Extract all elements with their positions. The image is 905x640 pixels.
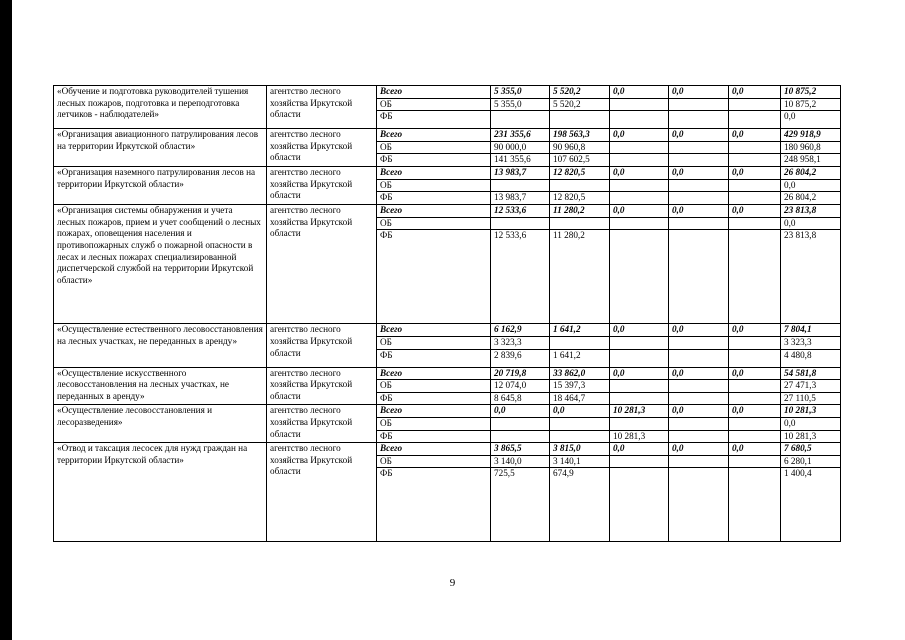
year-value-cell <box>729 230 781 324</box>
funding-source-cell: Всего <box>377 405 491 418</box>
funding-source-cell: ОБ <box>377 179 491 192</box>
year-value-cell <box>610 417 669 430</box>
year-value-cell: 0,0 <box>729 367 781 380</box>
year-value-cell: 13 983,7 <box>491 166 550 179</box>
total-value-cell: 0,0 <box>781 217 841 230</box>
responsible-cell: агентство лесного хозяйства Иркутской области <box>267 205 377 324</box>
year-value-cell <box>729 192 781 205</box>
total-value-cell: 0,0 <box>781 111 841 129</box>
year-value-cell: 0,0 <box>550 405 610 418</box>
year-value-cell <box>729 392 781 405</box>
responsible-cell: агентство лесного хозяйства Иркутской области <box>267 367 377 405</box>
year-value-cell: 107 602,5 <box>550 154 610 167</box>
year-value-cell <box>729 380 781 393</box>
funding-source-cell: ОБ <box>377 336 491 349</box>
year-value-cell <box>729 417 781 430</box>
year-value-cell: 0,0 <box>669 166 729 179</box>
year-value-cell <box>550 179 610 192</box>
year-value-cell: 1 641,2 <box>550 324 610 337</box>
total-value-cell: 180 960,8 <box>781 141 841 154</box>
total-value-cell: 27 110,5 <box>781 392 841 405</box>
year-value-cell <box>610 455 669 468</box>
year-value-cell <box>610 98 669 111</box>
year-value-cell <box>729 468 781 542</box>
total-value-cell: 10 281,3 <box>781 430 841 443</box>
year-value-cell <box>669 392 729 405</box>
total-value-cell: 3 323,3 <box>781 336 841 349</box>
year-value-cell: 33 862,0 <box>550 367 610 380</box>
year-value-cell: 6 162,9 <box>491 324 550 337</box>
year-value-cell: 0,0 <box>729 166 781 179</box>
funding-source-cell: ОБ <box>377 417 491 430</box>
total-value-cell: 10 281,3 <box>781 405 841 418</box>
year-value-cell <box>491 179 550 192</box>
table-row <box>54 324 841 337</box>
total-value-cell: 23 813,8 <box>781 230 841 324</box>
year-value-cell: 90 960,8 <box>550 141 610 154</box>
year-value-cell: 0,0 <box>610 86 669 99</box>
year-value-cell <box>550 217 610 230</box>
year-value-cell <box>729 111 781 129</box>
year-value-cell <box>729 430 781 443</box>
total-value-cell: 6 280,1 <box>781 455 841 468</box>
year-value-cell: 12 820,5 <box>550 192 610 205</box>
year-value-cell: 1 641,2 <box>550 349 610 367</box>
year-value-cell: 12 074,0 <box>491 380 550 393</box>
year-value-cell <box>669 417 729 430</box>
year-value-cell <box>610 141 669 154</box>
budget-table-body <box>54 86 841 542</box>
year-value-cell <box>610 380 669 393</box>
year-value-cell <box>610 179 669 192</box>
year-value-cell: 0,0 <box>610 443 669 456</box>
measure-name-cell: «Осуществление искусственного лесовосстановления на лесных участках, не переданных в аренду» <box>54 367 267 405</box>
year-value-cell: 0,0 <box>729 443 781 456</box>
year-value-cell <box>669 468 729 542</box>
budget-table <box>53 85 841 542</box>
year-value-cell: 0,0 <box>669 367 729 380</box>
year-value-cell <box>610 392 669 405</box>
funding-source-cell: Всего <box>377 86 491 99</box>
table-row <box>54 405 841 418</box>
year-value-cell: 725,5 <box>491 468 550 542</box>
table-row <box>54 205 841 218</box>
measure-name-cell: «Осуществление естественного лесовосстановления на лесных участках, не переданных в аренду» <box>54 324 267 367</box>
table-row <box>54 129 841 142</box>
year-value-cell <box>669 230 729 324</box>
funding-source-cell: ФБ <box>377 192 491 205</box>
measure-name-cell: «Организация наземного патрулирования лесов на территории Иркутской области» <box>54 166 267 204</box>
year-value-cell: 0,0 <box>610 129 669 142</box>
year-value-cell: 0,0 <box>729 405 781 418</box>
funding-source-cell: ФБ <box>377 111 491 129</box>
year-value-cell <box>729 141 781 154</box>
total-value-cell: 26 804,2 <box>781 166 841 179</box>
year-value-cell <box>729 336 781 349</box>
scan-left-edge <box>0 0 12 640</box>
year-value-cell: 198 563,3 <box>550 129 610 142</box>
year-value-cell: 12 820,5 <box>550 166 610 179</box>
year-value-cell <box>669 349 729 367</box>
year-value-cell: 2 839,6 <box>491 349 550 367</box>
total-value-cell: 10 875,2 <box>781 86 841 99</box>
year-value-cell: 0,0 <box>669 129 729 142</box>
table-row <box>54 443 841 456</box>
year-value-cell <box>610 349 669 367</box>
year-value-cell <box>669 111 729 129</box>
year-value-cell: 12 533,6 <box>491 230 550 324</box>
year-value-cell <box>610 217 669 230</box>
responsible-cell: агентство лесного хозяйства Иркутской области <box>267 166 377 204</box>
year-value-cell <box>610 230 669 324</box>
year-value-cell: 0,0 <box>669 405 729 418</box>
funding-source-cell: Всего <box>377 205 491 218</box>
year-value-cell <box>669 98 729 111</box>
year-value-cell: 20 719,8 <box>491 367 550 380</box>
year-value-cell <box>729 179 781 192</box>
year-value-cell <box>729 154 781 167</box>
year-value-cell <box>729 98 781 111</box>
responsible-cell: агентство лесного хозяйства Иркутской области <box>267 86 377 129</box>
year-value-cell <box>491 417 550 430</box>
funding-source-cell: ОБ <box>377 455 491 468</box>
year-value-cell: 231 355,6 <box>491 129 550 142</box>
measure-name-cell: «Отвод и таксация лесосек для нужд граждан на территории Иркутской области» <box>54 443 267 542</box>
year-value-cell <box>729 349 781 367</box>
year-value-cell: 0,0 <box>610 205 669 218</box>
year-value-cell: 3 815,0 <box>550 443 610 456</box>
total-value-cell: 0,0 <box>781 417 841 430</box>
year-value-cell: 0,0 <box>610 324 669 337</box>
year-value-cell <box>610 336 669 349</box>
year-value-cell: 0,0 <box>669 205 729 218</box>
funding-source-cell: ОБ <box>377 98 491 111</box>
year-value-cell <box>610 468 669 542</box>
year-value-cell: 13 983,7 <box>491 192 550 205</box>
total-value-cell: 248 958,1 <box>781 154 841 167</box>
total-value-cell: 54 581,8 <box>781 367 841 380</box>
responsible-cell: агентство лесного хозяйства Иркутской области <box>267 129 377 167</box>
year-value-cell: 3 140,1 <box>550 455 610 468</box>
total-value-cell: 10 875,2 <box>781 98 841 111</box>
total-value-cell: 26 804,2 <box>781 192 841 205</box>
year-value-cell: 3 865,5 <box>491 443 550 456</box>
year-value-cell: 141 355,6 <box>491 154 550 167</box>
year-value-cell: 15 397,3 <box>550 380 610 393</box>
year-value-cell: 3 140,0 <box>491 455 550 468</box>
year-value-cell: 0,0 <box>729 86 781 99</box>
year-value-cell <box>610 111 669 129</box>
year-value-cell: 5 355,0 <box>491 98 550 111</box>
year-value-cell <box>669 154 729 167</box>
year-value-cell: 0,0 <box>610 367 669 380</box>
year-value-cell <box>669 192 729 205</box>
year-value-cell: 0,0 <box>491 405 550 418</box>
year-value-cell: 10 281,3 <box>610 430 669 443</box>
total-value-cell: 0,0 <box>781 179 841 192</box>
table-row <box>54 86 841 99</box>
year-value-cell: 10 281,3 <box>610 405 669 418</box>
year-value-cell <box>610 154 669 167</box>
funding-source-cell: Всего <box>377 166 491 179</box>
year-value-cell <box>491 430 550 443</box>
year-value-cell <box>669 141 729 154</box>
funding-source-cell: ФБ <box>377 154 491 167</box>
year-value-cell <box>491 111 550 129</box>
year-value-cell: 0,0 <box>669 324 729 337</box>
funding-source-cell: Всего <box>377 324 491 337</box>
year-value-cell: 18 464,7 <box>550 392 610 405</box>
year-value-cell <box>669 430 729 443</box>
year-value-cell: 0,0 <box>729 205 781 218</box>
year-value-cell <box>669 217 729 230</box>
year-value-cell <box>729 455 781 468</box>
responsible-cell: агентство лесного хозяйства Иркутской области <box>267 324 377 367</box>
year-value-cell: 11 280,2 <box>550 230 610 324</box>
total-value-cell: 27 471,3 <box>781 380 841 393</box>
funding-source-cell: ФБ <box>377 392 491 405</box>
year-value-cell: 11 280,2 <box>550 205 610 218</box>
funding-source-cell: ФБ <box>377 430 491 443</box>
year-value-cell <box>550 430 610 443</box>
year-value-cell: 90 000,0 <box>491 141 550 154</box>
year-value-cell <box>550 336 610 349</box>
year-value-cell <box>729 217 781 230</box>
year-value-cell: 0,0 <box>610 166 669 179</box>
funding-source-cell: ОБ <box>377 217 491 230</box>
year-value-cell: 3 323,3 <box>491 336 550 349</box>
year-value-cell <box>550 417 610 430</box>
year-value-cell <box>669 380 729 393</box>
total-value-cell: 7 680,5 <box>781 443 841 456</box>
responsible-cell: агентство лесного хозяйства Иркутской области <box>267 443 377 542</box>
year-value-cell: 12 533,6 <box>491 205 550 218</box>
funding-source-cell: ОБ <box>377 141 491 154</box>
year-value-cell: 5 520,2 <box>550 86 610 99</box>
page-number: 9 <box>449 577 456 589</box>
total-value-cell: 4 480,8 <box>781 349 841 367</box>
year-value-cell: 674,9 <box>550 468 610 542</box>
year-value-cell: 0,0 <box>729 324 781 337</box>
responsible-cell: агентство лесного хозяйства Иркутской области <box>267 405 377 443</box>
funding-source-cell: ФБ <box>377 349 491 367</box>
total-value-cell: 429 918,9 <box>781 129 841 142</box>
year-value-cell <box>610 192 669 205</box>
funding-source-cell: Всего <box>377 129 491 142</box>
year-value-cell: 0,0 <box>669 86 729 99</box>
table-row <box>54 166 841 179</box>
funding-source-cell: ФБ <box>377 468 491 542</box>
year-value-cell: 5 355,0 <box>491 86 550 99</box>
measure-name-cell: «Обучение и подготовка руководителей тушения лесных пожаров, подготовка и переподготовка летчиков - наблюдателей» <box>54 86 267 129</box>
funding-source-cell: ОБ <box>377 380 491 393</box>
measure-name-cell: «Организация авиационного патрулирования лесов на территории Иркутской области» <box>54 129 267 167</box>
year-value-cell: 0,0 <box>669 443 729 456</box>
total-value-cell: 1 400,4 <box>781 468 841 542</box>
total-value-cell: 23 813,8 <box>781 205 841 218</box>
year-value-cell <box>491 217 550 230</box>
funding-source-cell: Всего <box>377 367 491 380</box>
year-value-cell <box>669 179 729 192</box>
year-value-cell <box>669 336 729 349</box>
table-row <box>54 367 841 380</box>
measure-name-cell: «Организация системы обнаружения и учета лесных пожаров, прием и учет сообщений о лесных пожарах, оповещения населения и противопожарных служб о пожарной опасности в лесах и лесных пожарах специализированной диспетчерской службой на территории Иркутской области» <box>54 205 267 324</box>
year-value-cell: 8 645,8 <box>491 392 550 405</box>
year-value-cell: 5 520,2 <box>550 98 610 111</box>
funding-source-cell: ФБ <box>377 230 491 324</box>
total-value-cell: 7 804,1 <box>781 324 841 337</box>
year-value-cell <box>550 111 610 129</box>
year-value-cell: 0,0 <box>729 129 781 142</box>
measure-name-cell: «Осуществление лесовосстановления и лесоразведения» <box>54 405 267 443</box>
year-value-cell <box>669 455 729 468</box>
funding-source-cell: Всего <box>377 443 491 456</box>
